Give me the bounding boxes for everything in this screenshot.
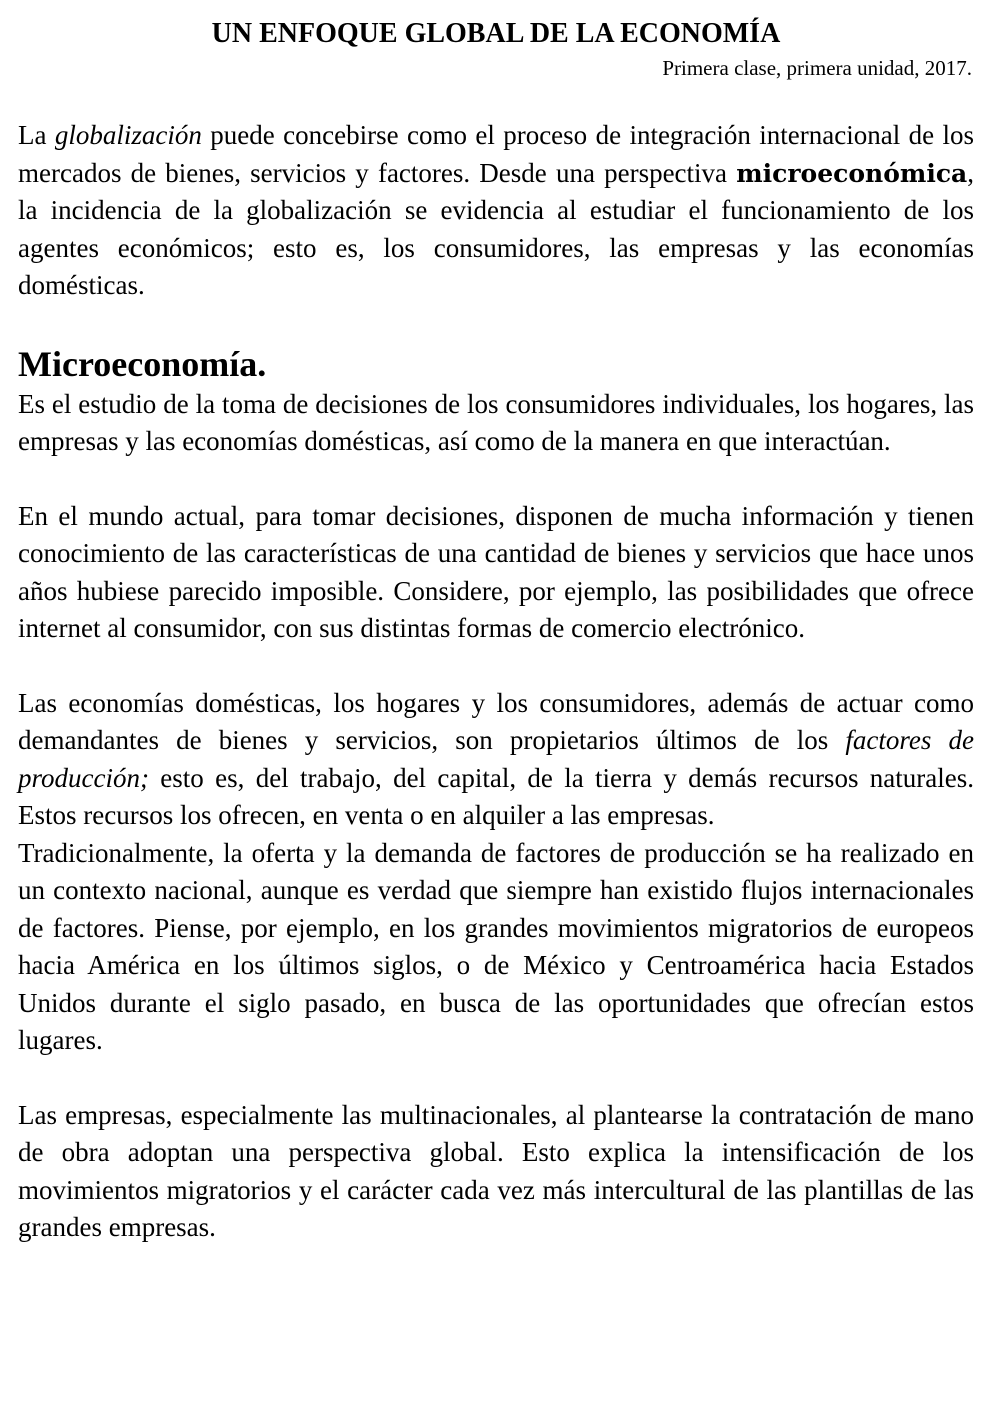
intro-text-end: , la incidencia de la globalización se evidencia al estudiar el funcionamiento de los agentes económicos; esto es, los consumidores, las empresas y las economías domésticas.: [18, 157, 974, 300]
factors-text-end: esto es, del trabajo, del capital, de la tierra y demás recursos naturales. Estos recursos los ofrecen, en venta o en alquiler a las empresas.: [18, 762, 974, 830]
intro-italic-term: globalización: [54, 120, 202, 150]
information-paragraph: En el mundo actual, para tomar decisiones, disponen de mucha información y tienen conocimiento de las características de una cantidad de bienes y servicios que hace unos años hubiese parecido imposible. Considere, por ejemplo, las posibilidades que ofrece internet al consumidor, con sus distintas formas de comercio electrónico.: [18, 500, 974, 643]
factors-italic-term: factores de producción;: [18, 725, 975, 793]
intro-text-middle: puede concebirse como el proceso de integración internacional de los mercados de bienes, servicios y factores. Desde una perspectiva: [18, 120, 974, 188]
document-page: [18, 14, 974, 1247]
factors-text-start: Las economías domésticas, los hogares y los consumidores, además de actuar como demandantes de bienes y servicios, son propietarios últimos de los: [18, 687, 974, 755]
document-title: UN ENFOQUE GLOBAL DE LA ECONOMÍA: [211, 18, 781, 49]
spacer: [18, 648, 974, 685]
factors-paragraph: [18, 685, 974, 835]
spacer: [18, 1060, 974, 1097]
section-heading: Microeconomía.: [18, 343, 267, 384]
intro-text-start: La: [18, 120, 55, 150]
companies-paragraph: Las empresas, especialmente las multinacionales, al plantearse la contratación de mano de obra adoptan una perspectiva global. Esto explica la intensificación de los movimientos migratorios y el carácter cada vez más intercultural de las plantillas de las grandes empresas.: [18, 1099, 974, 1242]
spacer: [18, 461, 974, 498]
document-subtitle: Primera clase, primera unidad, 2017.: [662, 56, 972, 80]
spacer: [18, 82, 974, 117]
definition-paragraph: Es el estudio de la toma de decisiones de los consumidores individuales, los hogares, las empresas y las economías domésticas, así como de la manera en que interactúan.: [18, 388, 974, 456]
intro-paragraph: [18, 117, 974, 305]
spacer: [18, 305, 974, 342]
migration-paragraph: Tradicionalmente, la oferta y la demanda de factores de producción se ha realizado en un contexto nacional, aunque es verdad que siempre han existido flujos internacionales de factores. Piense, por ejemplo, en los grandes movimientos migratorios de europeos hacia América en los últimos siglos, o de México y Centroamérica hacia Estados Unidos durante el siglo pasado, en busca de las oportunidades que ofrecían estos lugares.: [18, 837, 974, 1055]
intro-bold-term: microeconómica: [736, 158, 968, 188]
